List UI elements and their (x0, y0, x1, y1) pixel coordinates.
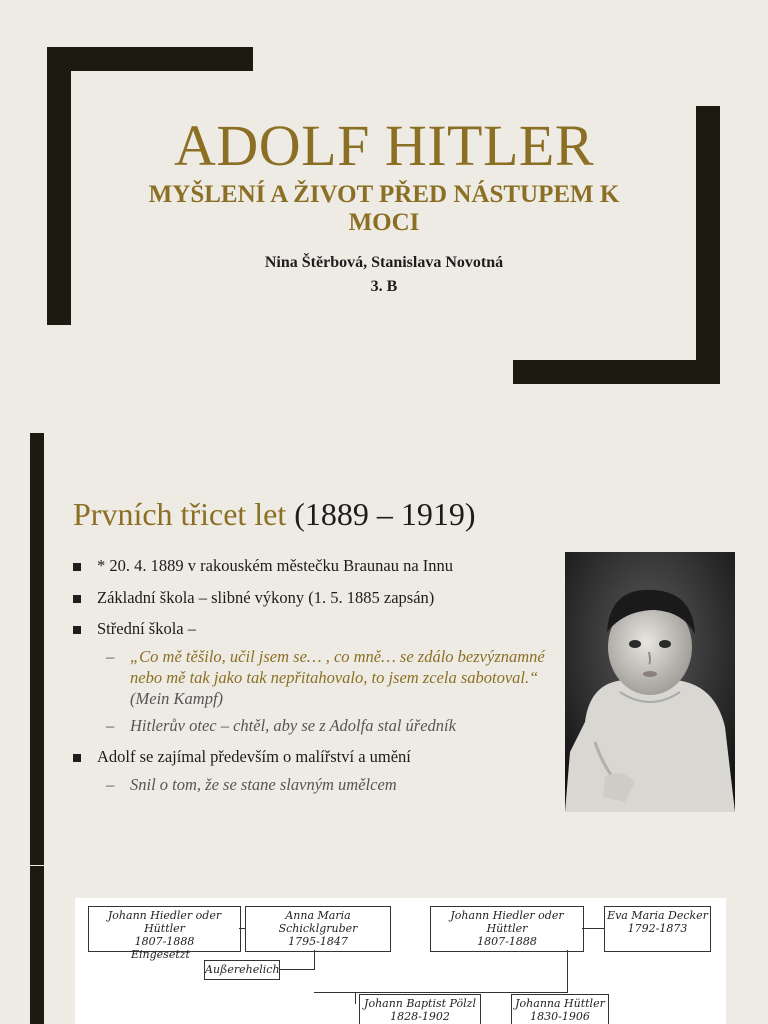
sub-item-quote (106, 646, 548, 709)
heading-title: Prvních třicet let (73, 496, 287, 532)
tree-box-johann-baptist: Johann Baptist Pölzl 1828-1902 (359, 994, 481, 1024)
tree-connector (239, 928, 245, 929)
quote-source: (Mein Kampf) (130, 689, 224, 708)
quote-text: „Co mě těšilo, učil jsem se… , co mně… se zdálo bezvýznamné nebo mě tak jako tak nepřitahovalo, to jsem zcela sabotoval.“ (Mein Kampf) (130, 647, 545, 708)
tree-box-eva-maria: Eva Maria Decker 1792-1873 (604, 906, 711, 952)
frame-bottom-right-horizontal (513, 360, 720, 384)
tree-box-johanna-huttler: Johanna Hüttler 1830-1906 (511, 994, 609, 1024)
slide-title: ADOLF HITLER (173, 113, 594, 178)
tree-box-johann-hiedler-1: Johann Hiedler oder Hüttler 1807-1888 Eingesetzt (88, 906, 241, 952)
dash-icon: – (106, 647, 115, 666)
tree-connector (314, 992, 568, 993)
tree-connector (567, 950, 568, 966)
bullet-icon (73, 595, 81, 603)
tree-connector (279, 969, 315, 970)
heading-years: (1889 – 1919) (294, 496, 476, 532)
class-label: 3. B (370, 278, 398, 295)
child-photo (565, 552, 735, 812)
tree-connector (582, 928, 604, 929)
list-item-interests: Adolf se zajímal především o malířství a umění (97, 746, 557, 768)
dash-icon: – (106, 775, 115, 794)
tree-box-anna-maria: Anna Maria Schicklgruber 1795-1847 (245, 906, 391, 952)
authors: Nina Štěrbová, Stanislava Novotná (264, 254, 504, 271)
sub-item-dream: – Snil o tom, že se stane slavným umělcem (106, 775, 397, 794)
tree-connector (314, 950, 315, 970)
list-item-basic-school: Základní škola – slibné výkony (1. 5. 1885 zapsán) (97, 587, 557, 609)
sub-item-father: – Hitlerův otec – chtěl, aby se z Adolfa stal úředník (106, 716, 456, 735)
tree-box-ausserehelich: Außerehelich (204, 960, 280, 980)
section-heading (73, 496, 476, 533)
child-portrait-image (565, 552, 735, 812)
list-item-secondary-school: Střední škola – (97, 618, 557, 640)
tree-connector (567, 966, 568, 992)
slide-subtitle: MYŠLENÍ A ŽIVOT PŘED NÁSTUPEM K MOCI (148, 181, 620, 236)
bullet-icon (73, 563, 81, 571)
slide2-side-bar (30, 433, 44, 865)
tree-connector (355, 992, 356, 1004)
bullet-icon (73, 754, 81, 762)
tree-box-johann-hiedler-2: Johann Hiedler oder Hüttler 1807-1888 (430, 906, 584, 952)
dash-icon: – (106, 716, 115, 735)
bullet-icon (73, 626, 81, 634)
frame-top-left-horizontal (47, 47, 253, 71)
list-item-birth: * 20. 4. 1889 v rakouském městečku Braunau na Innu (97, 555, 557, 577)
family-tree (75, 898, 726, 1024)
slide3-side-bar (30, 866, 44, 1024)
